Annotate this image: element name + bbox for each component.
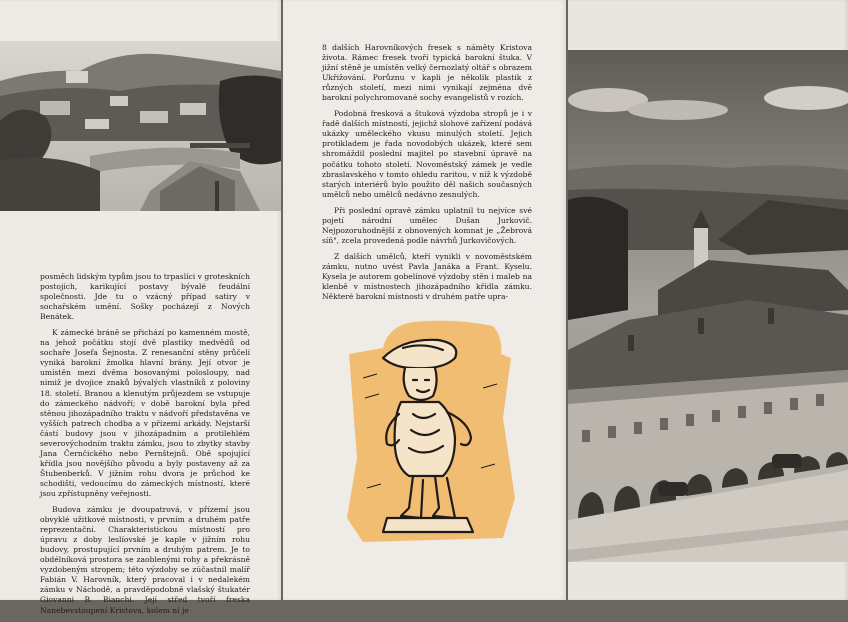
left-paragraph: K zámecké bráně se přichází po kamenném mostě, na jehož počátku stojí dvě plastiky medvědů od sochaře Josefa Šejnosta. Z renesanční stěny průčelí vyniká barokní žmolka hlavní brány. Její otvor je umístěn mezi dvěma bosovanými polosloupy, nad nimiž je dvojice znaků bývalých vlastníků z poloviny 18. století. Branou a klenutým průjezdem se vstupuje do zámeckého nádvoří; v době barokní byla před stěnou jihozápadního traktu v nádvoří představěna ve vyšších patrech chodba a v přízemí arkády. Nejstarší částí budovy jsou v jihozápadním a protilehlém severovýchodním traktu zámku, jsou to zbytky stavby Jana Černčického nebo Pernštejnů. Obě spojující křídla jsou novějšího původu a byly postaveny až za Štubenberků. V jižním rohu dvora je průchod ke schodišti, vedoucímu do zámeckých místností, které jsou zpřístupněny veřejnosti. [40,328,250,498]
middle-paragraph: Podobná fresková a štuková výzdoba stropů je i v řadě dalších místností, jejichž slohové zařízení podává ukázky uměleckého vkusu minulých století. Jejich protikladem je řada novodobých ukázek, které sem shromáždil poslední majitel po stavební úpravě na počátku tohoto století. Novoměstský zámek je vedle zbraslavského v tomto ohledu raritou, v níž k výzdobě starých interiérů bylo použito děl našich současných umělců nebo umělců nedávno zesnulých. [322,109,532,199]
left-paragraph: Budova zámku je dvoupatrová, v přízemí jsou obvyklé užitkové místnosti, v prvním a druhém patře reprezentační. Charakteristickou místností pro úpravu z doby leslíovské je kaple v jižním rohu budovy, prostupující prvním a druhým patrem. Je to obdélníková prostora se zaoblenými rohy a překrásně vyzdobeným stropem; této výzdoby se zúčastnil malíř Fabián V. Harovník, který pracoval i v nedalekém zámku v Náchodě, a pravděpodobně vlašský štukatér Giovanni B. Bianchi. Její střed tvoří freska Nanebevstoupení Kristova, kolem ní je [40,505,250,615]
left-paragraph: posměch lidským typům jsou to trpaslíci v groteskních postojích, karikující postavy bývalé feudální společnosti. Jde tu o vzácný případ satiry v sochařském umění. Sošky pocházejí z Nových Benátek. [40,272,250,322]
middle-paragraph: 8 dalších Harovníkových fresek s náměty Kristova života. Rámec fresek tvoří typická barokní štuka. V jižní stěně je umístěn velký černozlatý oltář s obrazem Ukřižování. Porůznu v kapli je několik plastik z různých století, mezi nimi vynikají zejména dvě barokní polychromované sochy evangelistů v rozích. [322,43,532,103]
middle-paragraph: Při poslední opravě zámku uplatnil tu nejvíce své pojetí národní umělec Dušan Jurkovič. Nejpozoruhodnější z obnovených komnat je „Žebrová síň", zcela provedená podle návrhů Jurkovičových. [322,205,532,245]
town-square-photo [568,50,848,562]
middle-paragraph: Z dalších umělců, kteří vynikli v novoměstském zámku, nutno uvést Pavla Janáka a Frant. Kyselu. Kysela je autorem gobelínové výzdoby stěn i maleb na klenbě v místnostech jihozápadního křídla zámku. Některé barokní místnosti v druhém patře upra- [322,251,532,302]
town-photo [0,41,281,211]
middle-text-column [322,43,532,308]
dwarf-statue-illustration [343,318,519,544]
left-text-column [40,272,250,622]
